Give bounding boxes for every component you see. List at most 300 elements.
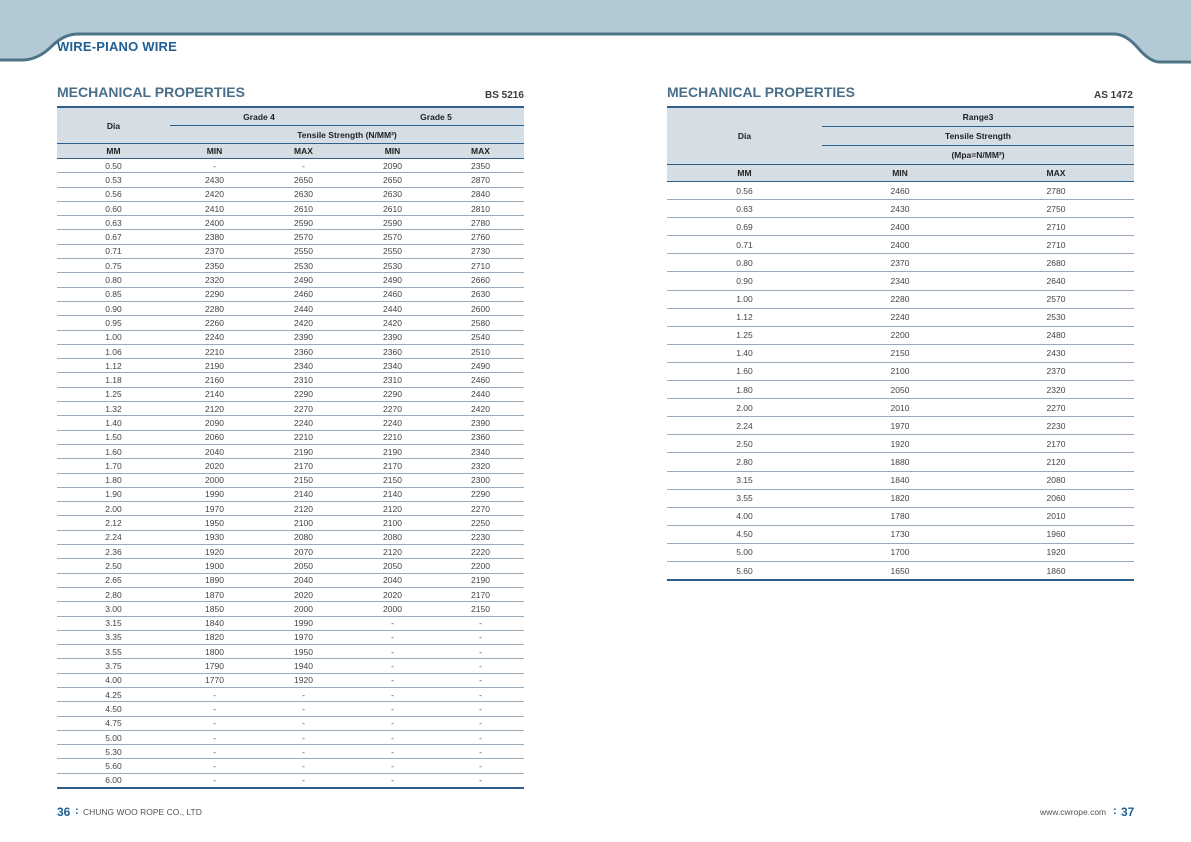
grade4-min-cell: 2400 <box>170 216 259 230</box>
grade5-max-cell: 2360 <box>437 430 524 444</box>
min-cell: 2430 <box>822 200 978 218</box>
grade5-max-cell: - <box>437 773 524 788</box>
grade5-max-cell: - <box>437 687 524 701</box>
grade4-min-cell: - <box>170 773 259 788</box>
table-row <box>57 330 524 344</box>
grade4-min-cell: 1900 <box>170 559 259 573</box>
grade5-min-cell: - <box>348 759 437 773</box>
dia-cell: 1.50 <box>57 430 170 444</box>
grade5-min-cell: 2490 <box>348 273 437 287</box>
table-row <box>57 316 524 330</box>
table-row <box>57 673 524 687</box>
max-cell: 2320 <box>978 381 1134 399</box>
grade5-max-cell: 2340 <box>437 444 524 458</box>
max-cell: 2710 <box>978 236 1134 254</box>
grade4-max-cell: 2490 <box>259 273 348 287</box>
dia-cell: 2.24 <box>57 530 170 544</box>
dia-cell: 0.53 <box>57 173 170 187</box>
grade5-max-cell: 2630 <box>437 287 524 301</box>
grade5-min-cell: 2270 <box>348 402 437 416</box>
grade5-min-cell: - <box>348 687 437 701</box>
dia-cell: 0.95 <box>57 316 170 330</box>
grade4-min-cell: - <box>170 159 259 173</box>
table-row <box>57 702 524 716</box>
table-row <box>57 559 524 573</box>
grade4-min-cell: 2240 <box>170 330 259 344</box>
grade4-min-cell: - <box>170 702 259 716</box>
grade5-min-cell: 2240 <box>348 416 437 430</box>
dia-cell: 1.25 <box>57 387 170 401</box>
grade5-min-cell: 2570 <box>348 230 437 244</box>
table-row <box>57 230 524 244</box>
grade5-max-cell: 2230 <box>437 530 524 544</box>
grade5-min-cell: 2420 <box>348 316 437 330</box>
grade5-max-cell: 2730 <box>437 244 524 258</box>
table-row <box>667 362 1134 380</box>
max-cell: 2710 <box>978 218 1134 236</box>
grade5-max-cell: 2840 <box>437 187 524 201</box>
dia-cell: 5.30 <box>57 745 170 759</box>
grade5-min-cell: - <box>348 659 437 673</box>
left-dia-header: Dia <box>57 107 170 144</box>
grade4-min-cell: 1890 <box>170 573 259 587</box>
table-row <box>57 273 524 287</box>
max-cell: 2680 <box>978 254 1134 272</box>
grade4-max-cell: 2630 <box>259 187 348 201</box>
grade5-min-cell: 2590 <box>348 216 437 230</box>
grade4-min-cell: 2320 <box>170 273 259 287</box>
grade5-max-cell: 2290 <box>437 487 524 501</box>
grade4-min-cell: 2120 <box>170 402 259 416</box>
table-row <box>667 453 1134 471</box>
table-row <box>57 745 524 759</box>
grade4-max-cell: 2120 <box>259 502 348 516</box>
grade4-min-cell: 1990 <box>170 487 259 501</box>
table-row <box>57 444 524 458</box>
table-row <box>57 630 524 644</box>
grade4-max-cell: - <box>259 745 348 759</box>
grade4-min-cell: 2350 <box>170 259 259 273</box>
grade5-min-cell: 2050 <box>348 559 437 573</box>
grade4-min-cell: 2410 <box>170 201 259 215</box>
grade4-max-cell: 2050 <box>259 559 348 573</box>
max-cell: 2480 <box>978 326 1134 344</box>
grade5-max-cell: 2420 <box>437 402 524 416</box>
grade5-max-cell: 2190 <box>437 573 524 587</box>
grade5-max-cell: 2220 <box>437 545 524 559</box>
grade4-min-cell: 1920 <box>170 545 259 559</box>
table-row <box>57 602 524 616</box>
grade4-min-cell: 1840 <box>170 616 259 630</box>
table-row <box>667 290 1134 308</box>
grade5-max-cell: 2810 <box>437 201 524 215</box>
right-table-body <box>667 182 1134 581</box>
grade4-min-cell: 2380 <box>170 230 259 244</box>
grade5-min-cell: 2150 <box>348 473 437 487</box>
dia-cell: 0.90 <box>57 301 170 315</box>
table-row <box>57 530 524 544</box>
grade5-min-cell: 2000 <box>348 602 437 616</box>
dia-cell: 2.80 <box>667 453 822 471</box>
grade4-max-cell: 2080 <box>259 530 348 544</box>
grade5-max-cell: - <box>437 730 524 744</box>
grade5-max-cell: 2270 <box>437 502 524 516</box>
table-row <box>667 326 1134 344</box>
table-row <box>667 399 1134 417</box>
table-row <box>667 182 1134 200</box>
table-row <box>57 573 524 587</box>
grade4-min-cell: 2430 <box>170 173 259 187</box>
footer-company-name: CHUNG WOO ROPE CO., LTD <box>83 807 202 817</box>
left-table-body <box>57 159 524 789</box>
grade5-min-cell: 2610 <box>348 201 437 215</box>
grade4-max-cell: - <box>259 773 348 788</box>
max-cell: 1960 <box>978 525 1134 543</box>
grade4-max-cell: 2610 <box>259 201 348 215</box>
grade5-max-cell: 2870 <box>437 173 524 187</box>
grade4-max-cell: 1920 <box>259 673 348 687</box>
dia-cell: 2.12 <box>57 516 170 530</box>
grade4-min-cell: 1950 <box>170 516 259 530</box>
grade4-min-cell: 2370 <box>170 244 259 258</box>
grade4-max-cell: 1950 <box>259 645 348 659</box>
min-cell: 1840 <box>822 471 978 489</box>
dia-cell: 1.12 <box>667 308 822 326</box>
min-cell: 1880 <box>822 453 978 471</box>
grade5-min-cell: 2390 <box>348 330 437 344</box>
grade4-min-cell: 2140 <box>170 387 259 401</box>
grade4-min-cell: 1800 <box>170 645 259 659</box>
grade5-min-cell: 2530 <box>348 259 437 273</box>
grade4-max-cell: 2170 <box>259 459 348 473</box>
grade4-max-cell: 2140 <box>259 487 348 501</box>
left-grade4-max-header: MAX <box>259 144 348 159</box>
dia-cell: 0.71 <box>57 244 170 258</box>
left-properties-table <box>57 106 524 789</box>
grade4-min-cell: 2260 <box>170 316 259 330</box>
min-cell: 2280 <box>822 290 978 308</box>
dia-cell: 6.00 <box>57 773 170 788</box>
table-row <box>667 200 1134 218</box>
dia-cell: 1.18 <box>57 373 170 387</box>
grade4-max-cell: 2360 <box>259 344 348 358</box>
grade5-max-cell: 2580 <box>437 316 524 330</box>
grade5-max-cell: 2320 <box>437 459 524 473</box>
max-cell: 2370 <box>978 362 1134 380</box>
footer-right-separator: : <box>1113 805 1117 817</box>
dia-cell: 4.25 <box>57 687 170 701</box>
grade4-min-cell: 2000 <box>170 473 259 487</box>
dia-cell: 0.71 <box>667 236 822 254</box>
left-grade5-max-header: MAX <box>437 144 524 159</box>
grade5-min-cell: 2310 <box>348 373 437 387</box>
dia-cell: 0.63 <box>57 216 170 230</box>
grade5-min-cell: 2020 <box>348 587 437 601</box>
grade4-max-cell: 2550 <box>259 244 348 258</box>
table-row <box>57 730 524 744</box>
grade5-min-cell: 2630 <box>348 187 437 201</box>
min-cell: 2400 <box>822 218 978 236</box>
grade4-max-cell: 2310 <box>259 373 348 387</box>
right-range-header: Range3 <box>822 107 1134 127</box>
table-row <box>57 587 524 601</box>
grade5-min-cell: - <box>348 645 437 659</box>
grade5-max-cell: 2300 <box>437 473 524 487</box>
table-row <box>667 507 1134 525</box>
grade5-min-cell: - <box>348 745 437 759</box>
grade5-min-cell: 2650 <box>348 173 437 187</box>
table-row <box>57 487 524 501</box>
grade4-max-cell: - <box>259 730 348 744</box>
min-cell: 1700 <box>822 543 978 561</box>
max-cell: 1860 <box>978 561 1134 580</box>
grade5-min-cell: 2100 <box>348 516 437 530</box>
grade4-max-cell: - <box>259 687 348 701</box>
table-row <box>667 471 1134 489</box>
max-cell: 2780 <box>978 182 1134 200</box>
dia-cell: 0.60 <box>57 201 170 215</box>
min-cell: 2240 <box>822 308 978 326</box>
dia-cell: 1.32 <box>57 402 170 416</box>
table-row <box>667 543 1134 561</box>
dia-cell: 0.67 <box>57 230 170 244</box>
dia-cell: 2.00 <box>57 502 170 516</box>
dia-cell: 3.15 <box>57 616 170 630</box>
table-row <box>667 344 1134 362</box>
table-row <box>57 502 524 516</box>
dia-cell: 1.40 <box>667 344 822 362</box>
grade4-max-cell: 2240 <box>259 416 348 430</box>
left-grade5-min-header: MIN <box>348 144 437 159</box>
grade5-min-cell: - <box>348 630 437 644</box>
min-cell: 1650 <box>822 561 978 580</box>
grade4-max-cell: 2650 <box>259 173 348 187</box>
table-row <box>57 301 524 315</box>
max-cell: 2570 <box>978 290 1134 308</box>
grade4-max-cell: 2570 <box>259 230 348 244</box>
max-cell: 2530 <box>978 308 1134 326</box>
dia-cell: 1.70 <box>57 459 170 473</box>
grade4-max-cell: 1940 <box>259 659 348 673</box>
grade4-min-cell: - <box>170 730 259 744</box>
table-row <box>667 525 1134 543</box>
dia-cell: 0.75 <box>57 259 170 273</box>
table-row <box>57 616 524 630</box>
grade5-min-cell: 2120 <box>348 502 437 516</box>
dia-cell: 0.90 <box>667 272 822 290</box>
max-cell: 2080 <box>978 471 1134 489</box>
table-row <box>57 187 524 201</box>
grade5-max-cell: - <box>437 759 524 773</box>
dia-cell: 3.15 <box>667 471 822 489</box>
table-row <box>57 287 524 301</box>
right-properties-table <box>667 106 1134 581</box>
grade4-max-cell: 2340 <box>259 359 348 373</box>
grade5-min-cell: 2090 <box>348 159 437 173</box>
table-row <box>57 244 524 258</box>
table-row <box>57 173 524 187</box>
dia-cell: 0.80 <box>667 254 822 272</box>
dia-cell: 0.69 <box>667 218 822 236</box>
table-row <box>57 687 524 701</box>
table-row <box>57 430 524 444</box>
max-cell: 2060 <box>978 489 1134 507</box>
footer-left-page-number: 36 <box>57 805 71 819</box>
grade5-min-cell: 2190 <box>348 444 437 458</box>
max-cell: 2170 <box>978 435 1134 453</box>
dia-cell: 2.24 <box>667 417 822 435</box>
dia-cell: 4.00 <box>667 507 822 525</box>
dia-cell: 5.00 <box>57 730 170 744</box>
left-tensile-header: Tensile Strength (N/MM²) <box>170 126 524 144</box>
grade4-min-cell: 2280 <box>170 301 259 315</box>
table-row <box>57 359 524 373</box>
dia-cell: 1.60 <box>667 362 822 380</box>
grade5-max-cell: 2170 <box>437 587 524 601</box>
grade5-min-cell: 2290 <box>348 387 437 401</box>
max-cell: 2430 <box>978 344 1134 362</box>
grade4-min-cell: 2160 <box>170 373 259 387</box>
table-row <box>57 459 524 473</box>
table-row <box>667 417 1134 435</box>
grade4-min-cell: - <box>170 745 259 759</box>
grade4-max-cell: 2000 <box>259 602 348 616</box>
left-grade4-min-header: MIN <box>170 144 259 159</box>
grade5-max-cell: 2460 <box>437 373 524 387</box>
grade4-min-cell: 2420 <box>170 187 259 201</box>
table-row <box>667 561 1134 580</box>
min-cell: 1920 <box>822 435 978 453</box>
grade5-min-cell: 2550 <box>348 244 437 258</box>
dia-cell: 1.06 <box>57 344 170 358</box>
grade5-max-cell: 2600 <box>437 301 524 315</box>
grade5-min-cell: - <box>348 730 437 744</box>
table-row <box>667 308 1134 326</box>
grade5-max-cell: 2350 <box>437 159 524 173</box>
max-cell: 2750 <box>978 200 1134 218</box>
grade4-min-cell: 2090 <box>170 416 259 430</box>
dia-cell: 1.25 <box>667 326 822 344</box>
grade4-max-cell: - <box>259 159 348 173</box>
grade4-max-cell: - <box>259 759 348 773</box>
left-grade5-header: Grade 5 <box>348 107 524 126</box>
grade5-min-cell: 2440 <box>348 301 437 315</box>
grade5-max-cell: - <box>437 716 524 730</box>
grade5-max-cell: 2710 <box>437 259 524 273</box>
grade4-max-cell: 2020 <box>259 587 348 601</box>
min-cell: 1820 <box>822 489 978 507</box>
grade5-min-cell: 2120 <box>348 545 437 559</box>
grade4-min-cell: 1850 <box>170 602 259 616</box>
grade4-max-cell: - <box>259 716 348 730</box>
grade5-min-cell: 2340 <box>348 359 437 373</box>
dia-cell: 4.50 <box>667 525 822 543</box>
max-cell: 2010 <box>978 507 1134 525</box>
grade5-max-cell: 2660 <box>437 273 524 287</box>
dia-cell: 0.56 <box>57 187 170 201</box>
left-grade4-header: Grade 4 <box>170 107 348 126</box>
grade4-min-cell: 2060 <box>170 430 259 444</box>
grade5-max-cell: - <box>437 645 524 659</box>
max-cell: 2230 <box>978 417 1134 435</box>
table-row <box>57 473 524 487</box>
dia-cell: 2.50 <box>57 559 170 573</box>
footer-left-separator: : <box>75 805 79 817</box>
dia-cell: 0.85 <box>57 287 170 301</box>
grade5-max-cell: 2510 <box>437 344 524 358</box>
grade5-min-cell: 2210 <box>348 430 437 444</box>
grade4-max-cell: 1990 <box>259 616 348 630</box>
grade4-min-cell: 1870 <box>170 587 259 601</box>
table-row <box>57 773 524 788</box>
table-row <box>57 545 524 559</box>
min-cell: 2460 <box>822 182 978 200</box>
grade4-max-cell: 2040 <box>259 573 348 587</box>
table-row <box>667 435 1134 453</box>
grade5-min-cell: 2140 <box>348 487 437 501</box>
grade4-min-cell: - <box>170 687 259 701</box>
grade5-min-cell: - <box>348 616 437 630</box>
min-cell: 2200 <box>822 326 978 344</box>
grade5-max-cell: 2440 <box>437 387 524 401</box>
grade5-min-cell: - <box>348 702 437 716</box>
max-cell: 2120 <box>978 453 1134 471</box>
left-title: MECHANICAL PROPERTIES <box>57 84 245 100</box>
min-cell: 2050 <box>822 381 978 399</box>
dia-cell: 1.40 <box>57 416 170 430</box>
grade4-min-cell: 2290 <box>170 287 259 301</box>
grade4-max-cell: 2150 <box>259 473 348 487</box>
grade5-max-cell: 2200 <box>437 559 524 573</box>
dia-cell: 3.35 <box>57 630 170 644</box>
dia-cell: 1.80 <box>57 473 170 487</box>
grade4-max-cell: 2390 <box>259 330 348 344</box>
grade4-max-cell: 2270 <box>259 402 348 416</box>
dia-cell: 0.63 <box>667 200 822 218</box>
grade5-max-cell: 2780 <box>437 216 524 230</box>
table-row <box>57 373 524 387</box>
dia-cell: 5.00 <box>667 543 822 561</box>
footer-website: www.cwrope.com <box>1040 807 1107 817</box>
dia-cell: 0.50 <box>57 159 170 173</box>
section-label: WIRE-PIANO WIRE <box>57 39 177 54</box>
right-dia-header: Dia <box>667 107 822 165</box>
table-row <box>57 402 524 416</box>
grade4-max-cell: 2440 <box>259 301 348 315</box>
grade4-min-cell: 1790 <box>170 659 259 673</box>
table-row <box>57 387 524 401</box>
table-row <box>57 344 524 358</box>
dia-cell: 2.00 <box>667 399 822 417</box>
dia-cell: 4.75 <box>57 716 170 730</box>
table-row <box>57 159 524 173</box>
grade4-min-cell: 1820 <box>170 630 259 644</box>
grade5-min-cell: - <box>348 773 437 788</box>
dia-cell: 1.00 <box>57 330 170 344</box>
dia-cell: 2.50 <box>667 435 822 453</box>
right-tensile-header: Tensile Strength <box>822 127 1134 146</box>
grade4-min-cell: - <box>170 759 259 773</box>
min-cell: 1780 <box>822 507 978 525</box>
dia-cell: 2.65 <box>57 573 170 587</box>
grade4-min-cell: 2190 <box>170 359 259 373</box>
grade5-min-cell: 2170 <box>348 459 437 473</box>
table-row <box>57 759 524 773</box>
min-cell: 2340 <box>822 272 978 290</box>
grade4-min-cell: 1930 <box>170 530 259 544</box>
table-row <box>57 516 524 530</box>
grade4-max-cell: 2420 <box>259 316 348 330</box>
